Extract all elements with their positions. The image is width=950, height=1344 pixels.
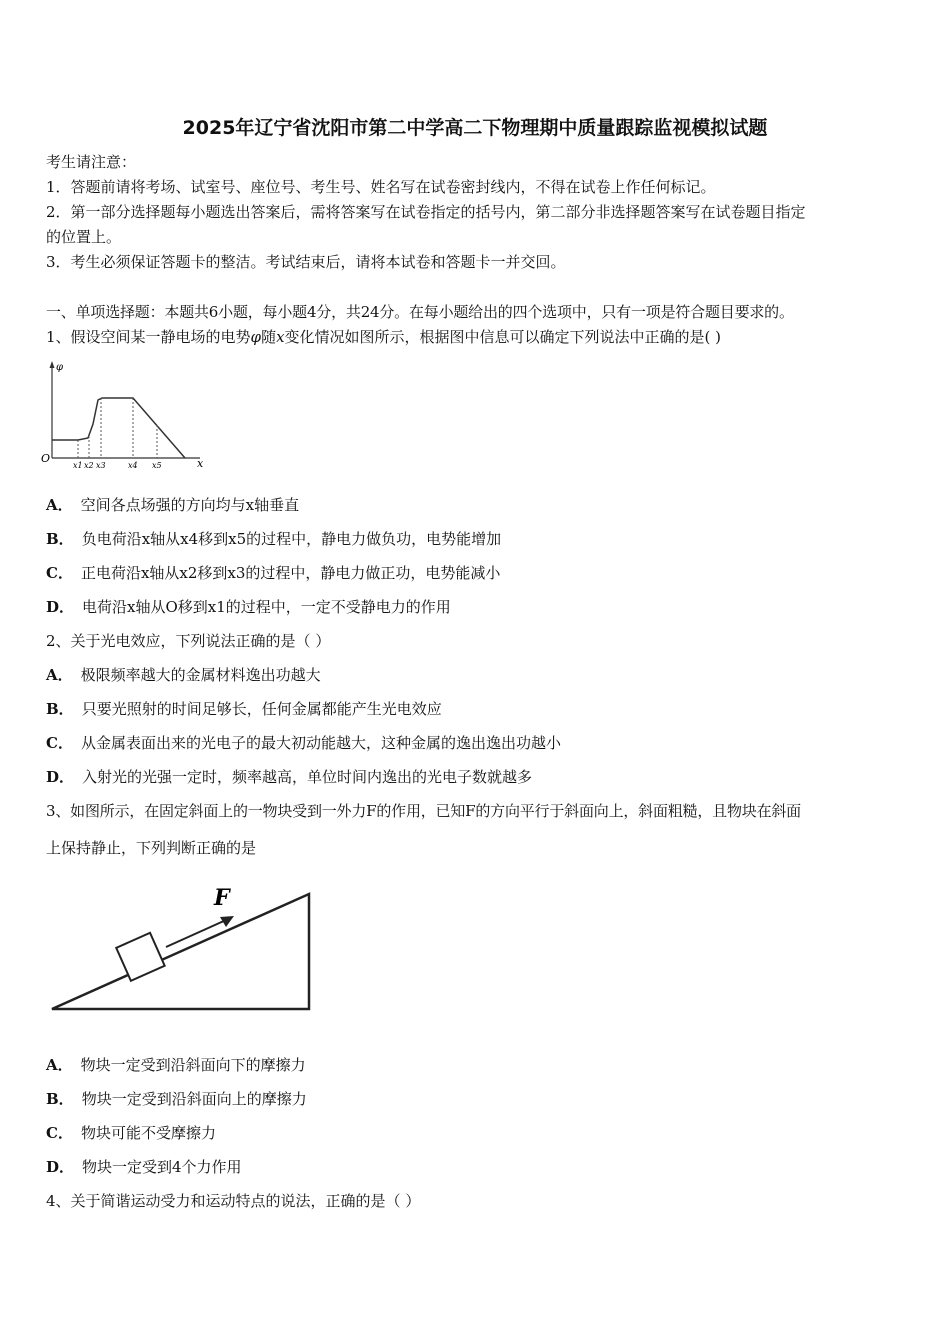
notice-item-2-cont: 的位置上。 — [46, 228, 122, 246]
q2-option-b: B． 只要光照射的时间足够长，任何金属都能产生光电效应 — [46, 700, 442, 718]
tick-x2: x2 — [84, 461, 94, 470]
incline — [52, 894, 309, 1009]
notice-item-1: 1．答题前请将考场、试室号、座位号、考生号、姓名写在试卷密封线内，不得在试卷上作任何标记。 — [46, 178, 716, 196]
notice-item-3: 3．考生必须保证答题卡的整洁。考试结束后，请将本试卷和答题卡一并交回。 — [46, 253, 566, 271]
q1-option-a: A． 空间各点场强的方向均与x轴垂直 — [46, 496, 300, 514]
q1-option-b: B． 负电荷沿x轴从x4移到x5的过程中，静电力做负功，电势能增加 — [46, 530, 502, 548]
x-axis-label: x — [197, 457, 204, 470]
q1-option-d: D． 电荷沿x轴从O移到x1的过程中，一定不受静电力的作用 — [46, 598, 451, 616]
question-3-stem-line1: 3、如图所示，在固定斜面上的一物块受到一外力F的作用，已知F的方向平行于斜面向上，斜面粗糙，且物块在斜面 — [46, 802, 801, 820]
tick-x4: x4 — [128, 461, 138, 470]
tick-x1: x1 — [73, 461, 83, 470]
origin-label: O — [41, 452, 51, 465]
force-arrow — [166, 920, 226, 947]
force-label: F — [214, 885, 230, 911]
q2-option-c: C． 从金属表面出来的光电子的最大初动能越大，这种金属的逸出逸出功越小 — [46, 734, 561, 752]
q1-option-c: C． 正电荷沿x轴从x2移到x3的过程中，静电力做正功，电势能减小 — [46, 564, 501, 582]
block — [116, 933, 164, 981]
question-2-stem: 2、关于光电效应，下列说法正确的是（ ） — [46, 632, 331, 650]
tick-x5: x5 — [152, 461, 162, 470]
phi-label: φ — [56, 362, 64, 373]
question-1-stem: 1、假设空间某一静电场的电势φ随x变化情况如图所示，根据图中信息可以确定下列说法中正确的是( ) — [46, 328, 722, 346]
notice-heading: 考生请注意： — [46, 153, 137, 171]
page-title: 2025年辽宁省沈阳市第二中学高二下物理期中质量跟踪监视模拟试题 — [182, 117, 768, 139]
q2-option-d: D． 入射光的光强一定时，频率越高，单位时间内逸出的光电子数就越多 — [46, 768, 533, 786]
q3-option-c: C． 物块可能不受摩擦力 — [46, 1124, 216, 1142]
q2-option-a: A． 极限频率越大的金属材料逸出功越大 — [46, 666, 321, 684]
q3-option-a: A． 物块一定受到沿斜面向下的摩擦力 — [46, 1056, 306, 1074]
q3-option-d: D． 物块一定受到4个力作用 — [46, 1158, 242, 1176]
potential-curve — [52, 398, 185, 458]
incline-diagram — [44, 878, 319, 1018]
tick-x3: x3 — [96, 461, 106, 470]
question-3-stem-line2: 上保持静止，下列判断正确的是 — [46, 839, 257, 857]
question-4-stem: 4、关于简谐运动受力和运动特点的说法，正确的是（ ） — [46, 1192, 421, 1210]
q3-option-b: B． 物块一定受到沿斜面向上的摩擦力 — [46, 1090, 307, 1108]
phi-axis-arrow-icon — [50, 361, 55, 368]
potential-graph — [40, 358, 212, 473]
notice-item-2: 2．第一部分选择题每小题选出答案后，需将答案写在试卷指定的括号内，第二部分非选择题答案写在试卷题目指定 — [46, 203, 806, 221]
section-heading: 一、单项选择题：本题共6小题，每小题4分，共24分。在每小题给出的四个选项中，只有一项是符合题目要求的。 — [46, 303, 794, 321]
